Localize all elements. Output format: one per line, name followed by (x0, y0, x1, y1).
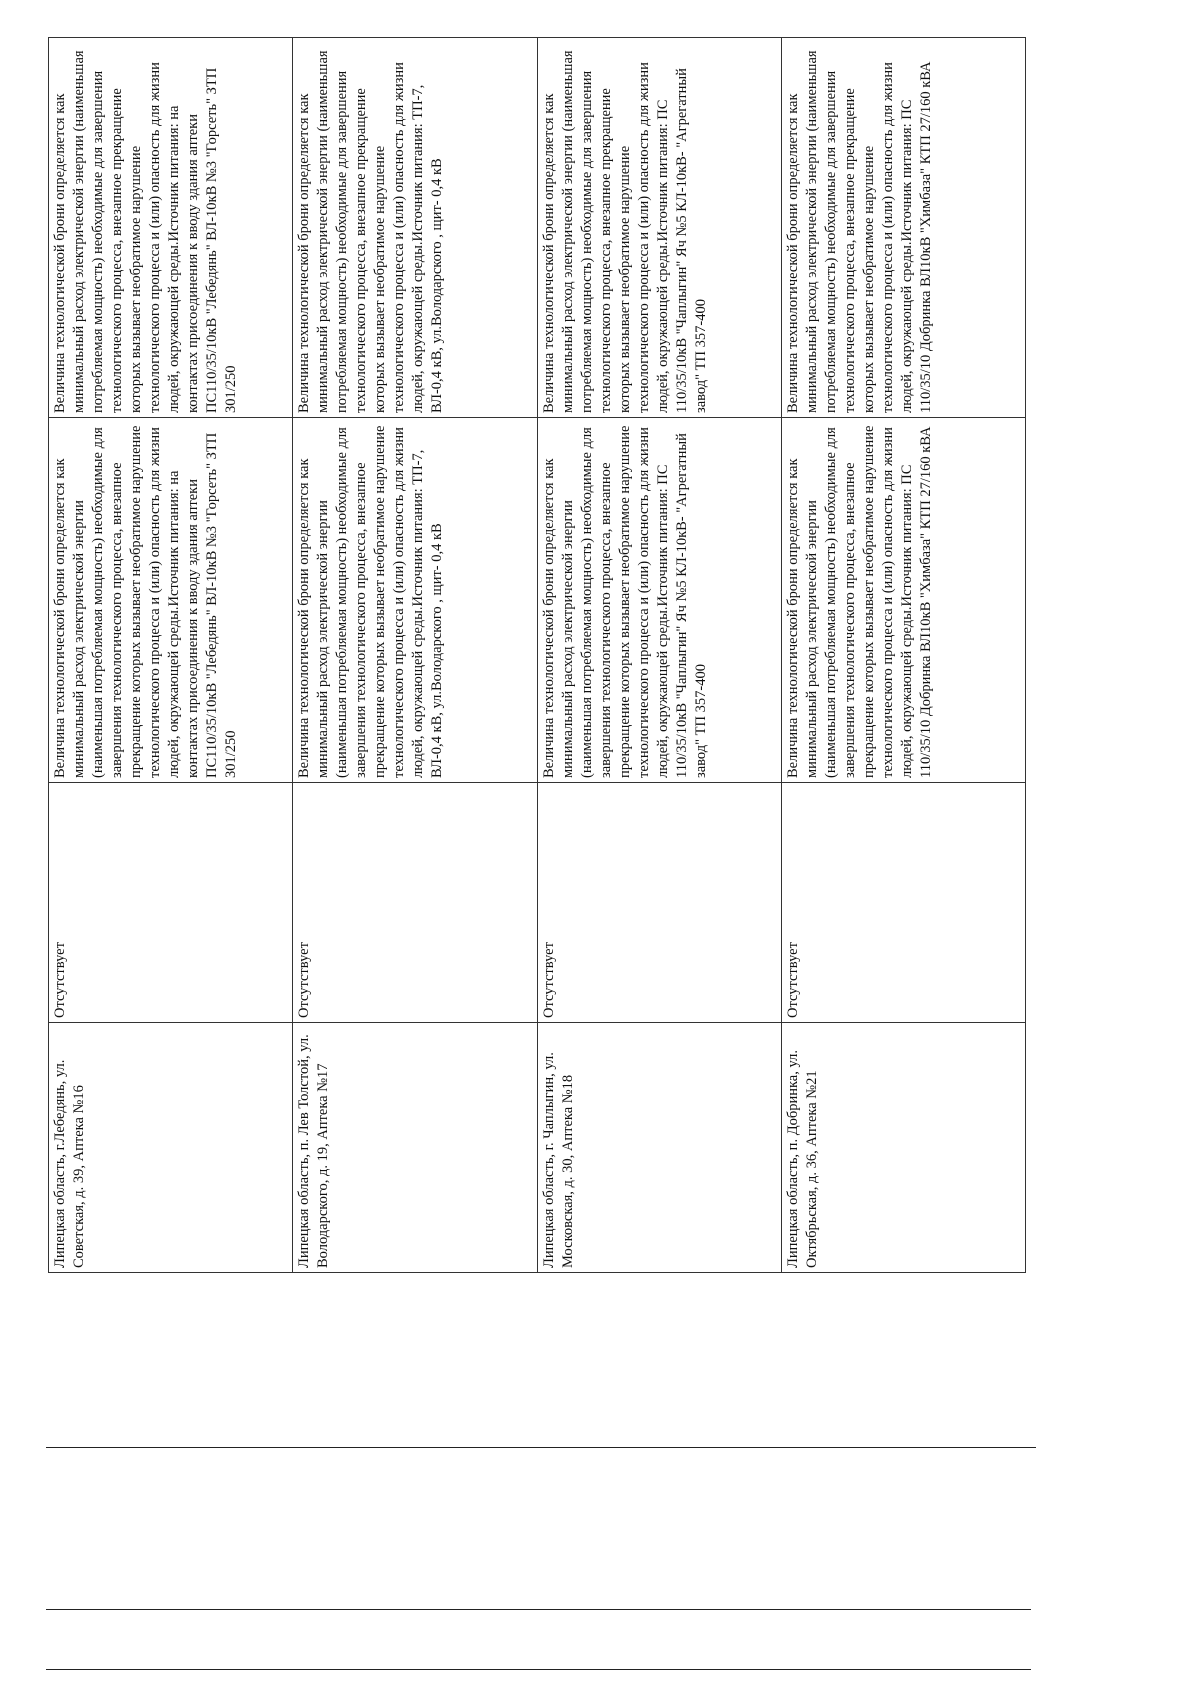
tech-reserve-cell: Величина технологической брони определяется как минимальный расход электрической энергии (наименьшая потребляемая мощность) необходимые для завершения технологического процесса, внезапное прекращение которых вызывает необратимое нарушение технологического процесса и (или) опасность для жизни людей, окружающей среды.Источник питания: ПС 110/35/10 Добринка ВЛ10кВ "Химбаза" КТП 27/160 кВА (781, 418, 1025, 783)
rotated-table-wrapper (48, 38, 1026, 1273)
reserve-cell: Отсутствует (293, 783, 537, 1023)
tech-reserve-cell: Величина технологической брони определяется как минимальный расход электрической энергии (наименьшая потребляемая мощность) необходимые для завершения технологического процесса, внезапное прекращение которых вызывает необратимое нарушение технологического процесса и (или) опасность для жизни людей, окружающей среды.Источник питания: ТП-7, ВЛ-0,4 кВ, ул.Володарского , щит- 0,4 кВ (293, 418, 537, 783)
table-row (293, 38, 537, 1273)
address-cell: Липецкая область, п. Лев Толстой, ул. Володарского, д. 19, Аптека №17 (293, 1023, 537, 1273)
emergency-reserve-cell: Величина технологической брони определяется как минимальный расход электрической энергии (наименьшая потребляемая мощность) необходимые для завершения технологического процесса, внезапное прекращение которых вызывает необратимое нарушение технологического процесса и (или) опасность для жизни людей, окружающей среды.Источник питания: ПС 110/35/10 Добринка ВЛ10кВ "Химбаза" КТП 27/160 кВА (781, 38, 1025, 418)
emergency-reserve-cell: Величина технологической брони определяется как минимальный расход электрической энергии (наименьшая потребляемая мощность) необходимые для завершения технологического процесса, внезапное прекращение которых вызывает необратимое нарушение технологического процесса и (или) опасность для жизни людей, окружающей среды.Источник питания: на контактах присоединения к вводу здания аптеки ПС110/35/10кВ "Лебедянь" ВЛ-10кВ №3 "Горсеть" ЗТП 301/250 (49, 38, 293, 418)
reserve-cell: Отсутствует (49, 783, 293, 1023)
emergency-reserve-cell: Величина технологической брони определяется как минимальный расход электрической энергии (наименьшая потребляемая мощность) необходимые для завершения технологического процесса, внезапное прекращение которых вызывает необратимое нарушение технологического процесса и (или) опасность для жизни людей, окружающей среды.Источник питания: ПС 110/35/10кВ "Чаплыгин" Яч №5 КЛ-10кВ- "Агрегатный завод" ТП 357-400 (537, 38, 781, 418)
power-reserve-table (48, 37, 1026, 1273)
emergency-reserve-cell: Величина технологической брони определяется как минимальный расход электрической энергии (наименьшая потребляемая мощность) необходимые для завершения технологического процесса, внезапное прекращение которых вызывает необратимое нарушение технологического процесса и (или) опасность для жизни людей, окружающей среды.Источник питания: ТП-7, ВЛ-0,4 кВ, ул.Володарского , щит- 0,4 кВ (293, 38, 537, 418)
address-cell: Липецкая область, г. Чаплыгин, ул. Московская, д. 30, Аптека №18 (537, 1023, 781, 1273)
signature-line (46, 1609, 1031, 1610)
reserve-cell: Отсутствует (537, 783, 781, 1023)
tech-reserve-cell: Величина технологической брони определяется как минимальный расход электрической энергии (наименьшая потребляемая мощность) необходимые для завершения технологического процесса, внезапное прекращение которых вызывает необратимое нарушение технологического процесса и (или) опасность для жизни людей, окружающей среды.Источник питания: на контактах присоединения к вводу здания аптеки ПС110/35/10кВ "Лебедянь" ВЛ-10кВ №3 "Горсеть" ЗТП 301/250 (49, 418, 293, 783)
table-row (49, 38, 293, 1273)
signature-line (46, 1669, 1031, 1670)
tech-reserve-cell: Величина технологической брони определяется как минимальный расход электрической энергии (наименьшая потребляемая мощность) необходимые для завершения технологического процесса, внезапное прекращение которых вызывает необратимое нарушение технологического процесса и (или) опасность для жизни людей, окружающей среды.Источник питания: ПС 110/35/10кВ "Чаплыгин" Яч №5 КЛ-10кВ- "Агрегатный завод" ТП 357-400 (537, 418, 781, 783)
reserve-cell: Отсутствует (781, 783, 1025, 1023)
address-cell: Липецкая область, г.Лебедянь, ул. Советская, д. 39, Аптека №16 (49, 1023, 293, 1273)
address-cell: Липецкая область, п. Добринка, ул. Октябрьская, д. 36, Аптека №21 (781, 1023, 1025, 1273)
signature-line (46, 1447, 1036, 1448)
table-row (781, 38, 1025, 1273)
table-row (537, 38, 781, 1273)
